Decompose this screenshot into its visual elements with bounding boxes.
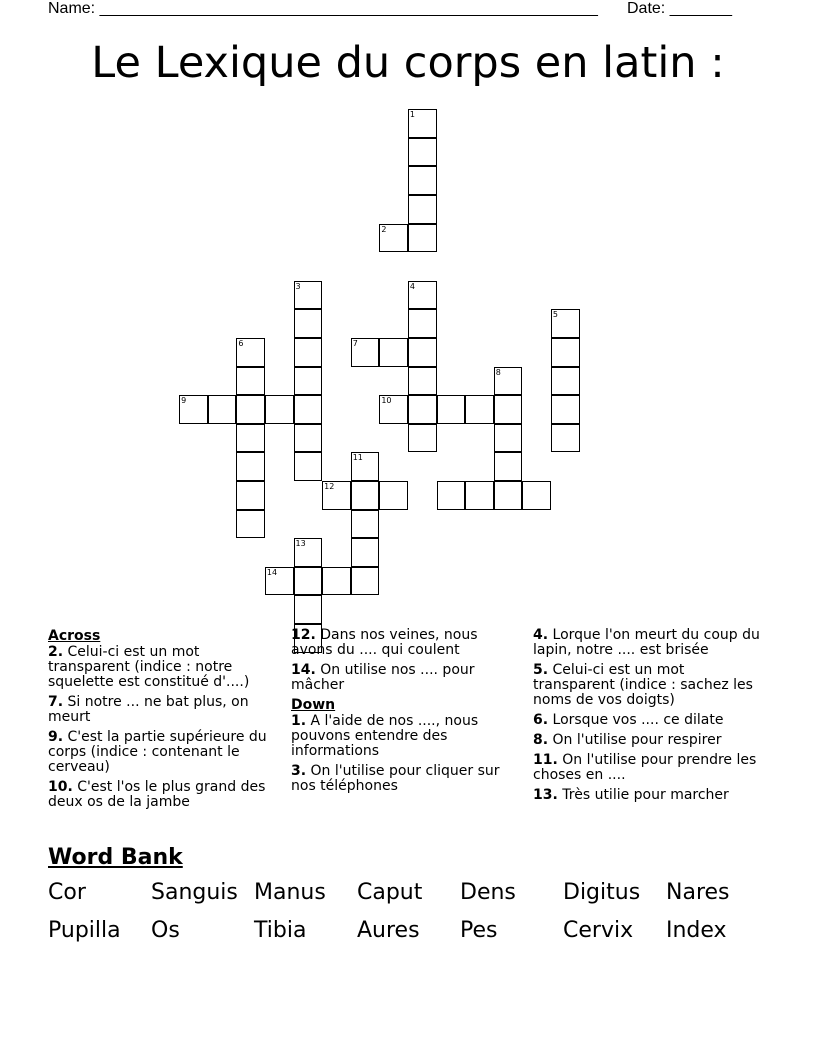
crossword-cell[interactable] — [437, 481, 466, 510]
clue-across-2: 2. Celui-ci est un mot transparent (indice : notre squelette est constitué d'....) — [48, 644, 250, 690]
crossword-cell[interactable] — [351, 338, 380, 367]
crossword-cell[interactable] — [437, 395, 466, 424]
clue-down-3: 3. On l'utilise pour cliquer sur nos téléphones — [291, 763, 500, 794]
crossword-cell[interactable] — [294, 338, 323, 367]
word-bank-row — [48, 918, 768, 956]
clue-number: 5 — [552, 310, 558, 320]
crossword-cell[interactable] — [236, 367, 265, 396]
crossword-cell[interactable] — [494, 424, 523, 453]
crossword-cell[interactable] — [236, 510, 265, 539]
crossword-cell[interactable] — [351, 481, 380, 510]
clue-number: 9 — [181, 396, 187, 406]
clue-down-8: 8. On l'utilise pour respirer — [533, 732, 722, 748]
crossword-cell[interactable] — [408, 281, 437, 310]
word-bank-word: Index — [666, 918, 727, 943]
clue-down-5: 5. Celui-ci est un mot transparent (indice : sachez les noms de vos doigts) — [533, 662, 753, 708]
clue-down-13: 13. Très utilie pour marcher — [533, 787, 729, 803]
crossword-cell[interactable] — [322, 481, 351, 510]
word-bank-word: Caput — [357, 880, 423, 905]
word-bank-word: Sanguis — [151, 880, 238, 905]
crossword-cell[interactable] — [294, 309, 323, 338]
crossword-cell[interactable] — [465, 395, 494, 424]
crossword-cell[interactable] — [379, 338, 408, 367]
word-bank — [48, 880, 768, 956]
crossword-cell[interactable] — [408, 166, 437, 195]
clue-number: 12 — [324, 482, 335, 491]
crossword-cell[interactable] — [551, 367, 580, 396]
across-heading: Across — [48, 628, 101, 644]
crossword-cell[interactable] — [494, 452, 523, 481]
crossword-cell[interactable] — [351, 538, 380, 567]
crossword-cell[interactable] — [208, 395, 237, 424]
word-bank-word: Tibia — [254, 918, 307, 943]
word-bank-word: Cervix — [563, 918, 634, 943]
crossword-cell[interactable] — [494, 395, 523, 424]
crossword-cell[interactable] — [236, 452, 265, 481]
crossword-cell[interactable] — [408, 424, 437, 453]
crossword-cell[interactable] — [551, 424, 580, 453]
date-field[interactable]: Date: _______ — [627, 0, 732, 17]
crossword-cell[interactable] — [408, 109, 437, 138]
clue-down-6: 6. Lorsque vos .... ce dilate — [533, 712, 724, 728]
crossword-cell[interactable] — [408, 395, 437, 424]
crossword-cell[interactable] — [294, 538, 323, 567]
crossword-cell[interactable] — [379, 395, 408, 424]
word-bank-word: Os — [151, 918, 180, 943]
crossword-cell[interactable] — [408, 224, 437, 253]
clue-number: 6 — [238, 339, 244, 348]
word-bank-word: Manus — [254, 880, 326, 905]
clue-across-14: 14. On utilise nos .... pour mâcher — [291, 662, 475, 693]
clues-column-3 — [533, 628, 763, 808]
clue-across-10: 10. C'est l'os le plus grand des deux os de la jambe — [48, 779, 266, 810]
clue-number: 4 — [409, 281, 415, 291]
crossword-cell[interactable] — [494, 367, 523, 396]
clue-number: 14 — [266, 567, 278, 577]
word-bank-word: Dens — [460, 880, 516, 905]
crossword-cell[interactable] — [551, 338, 580, 367]
clue-across-7: 7. Si notre ... ne bat plus, on meurt — [48, 694, 249, 725]
clue-down-4: 4. Lorque l'on meurt du coup du lapin, notre .... est brisée — [533, 627, 760, 658]
clue-number: 7 — [352, 339, 358, 348]
word-bank-word: Nares — [666, 880, 730, 905]
crossword-cell[interactable] — [294, 595, 323, 624]
down-heading: Down — [291, 697, 336, 713]
name-field[interactable]: Name: ________________________________________________________ — [48, 0, 598, 17]
crossword-cell[interactable] — [408, 195, 437, 224]
crossword-cell[interactable] — [294, 281, 323, 310]
crossword-cell[interactable] — [408, 309, 437, 338]
crossword-cell[interactable] — [265, 395, 294, 424]
clue-number: 10 — [381, 396, 392, 406]
header — [48, 0, 748, 20]
crossword-cell[interactable] — [294, 395, 323, 424]
crossword-cell[interactable] — [294, 567, 323, 596]
crossword-cell[interactable] — [265, 567, 294, 596]
crossword-cell[interactable] — [494, 481, 523, 510]
crossword-cell[interactable] — [294, 367, 323, 396]
clue-down-11: 11. On l'utilise pour prendre les choses en .... — [533, 752, 757, 783]
crossword-cell[interactable] — [379, 481, 408, 510]
crossword-cell[interactable] — [236, 481, 265, 510]
crossword-cell[interactable] — [551, 309, 580, 338]
crossword-cell[interactable] — [551, 395, 580, 424]
clue-number: 2 — [381, 224, 387, 234]
word-bank-word: Digitus — [563, 880, 641, 905]
word-bank-title: Word Bank — [48, 845, 183, 870]
crossword-cell[interactable] — [522, 481, 551, 510]
word-bank-word: Cor — [48, 880, 86, 905]
crossword-cell[interactable] — [322, 567, 351, 596]
clue-number: 8 — [495, 367, 501, 377]
clue-number: 11 — [352, 453, 363, 463]
page-title: Le Lexique du corps en latin : — [91, 38, 725, 88]
crossword-cell[interactable] — [179, 395, 208, 424]
word-bank-word: Aures — [357, 918, 420, 943]
crossword-cell[interactable] — [408, 338, 437, 367]
crossword-cell[interactable] — [236, 338, 265, 367]
clues-column-1 — [48, 628, 278, 815]
word-bank-row — [48, 880, 768, 918]
crossword-cell[interactable] — [351, 510, 380, 539]
crossword-cell[interactable] — [236, 395, 265, 424]
clue-number: 13 — [295, 539, 306, 549]
crossword-cell[interactable] — [408, 367, 437, 396]
clues-column-2 — [291, 628, 521, 799]
crossword-cell[interactable] — [408, 138, 437, 167]
word-bank-word: Pupilla — [48, 918, 121, 943]
word-bank-word: Pes — [460, 918, 498, 943]
crossword-cell[interactable] — [294, 424, 323, 453]
crossword-cell[interactable] — [351, 452, 380, 481]
crossword-cell[interactable] — [294, 452, 323, 481]
clue-down-1: 1. A l'aide de nos ...., nous pouvons entendre des informations — [291, 713, 479, 759]
crossword-cell[interactable] — [236, 424, 265, 453]
clue-across-12: 12. Dans nos veines, nous avons du .... qui coulent — [291, 627, 478, 658]
clue-number: 1 — [409, 110, 415, 120]
clue-across-9: 9. C'est la partie supérieure du corps (indice : contenant le cerveau) — [48, 729, 267, 775]
crossword-cell[interactable] — [351, 567, 380, 596]
clue-number: 3 — [295, 281, 301, 291]
crossword-cell[interactable] — [379, 224, 408, 253]
crossword-cell[interactable] — [465, 481, 494, 510]
